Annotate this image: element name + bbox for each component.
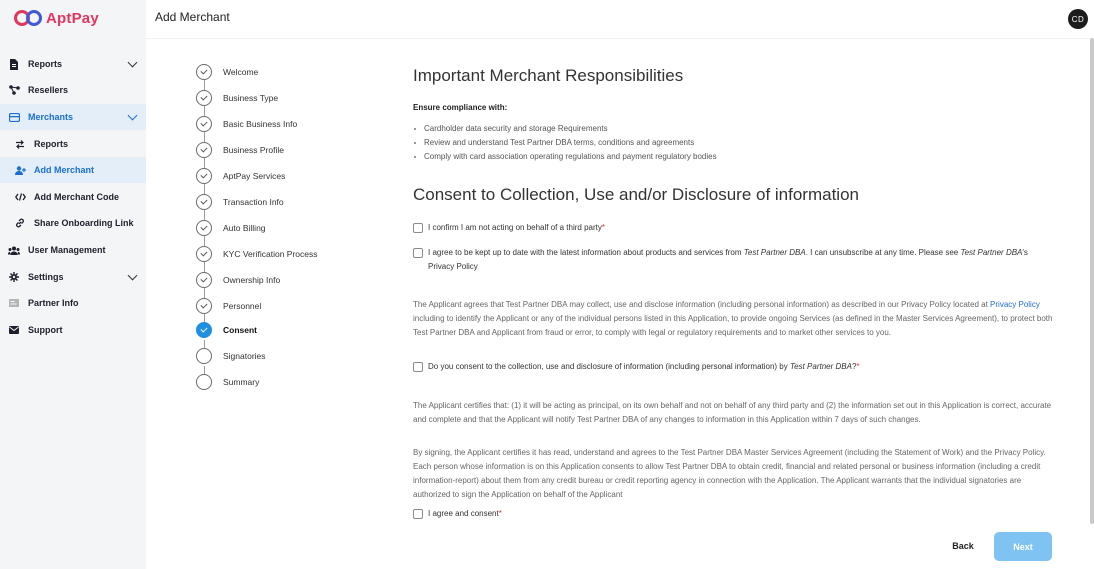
check-icon (200, 145, 207, 152)
step-status-icon (196, 246, 212, 262)
check-icon (200, 171, 207, 178)
step-connector (204, 288, 205, 298)
step-label: Summary (223, 377, 260, 387)
step-label: Business Type (223, 93, 279, 103)
responsibilities-title: Important Merchant Responsibilities (413, 66, 684, 85)
sidebar-item-label: Support (28, 325, 63, 335)
scrollbar[interactable] (1090, 38, 1094, 524)
add-user-icon (14, 164, 26, 176)
step-label: AptPay Services (223, 171, 286, 181)
chevron-down-icon[interactable] (128, 271, 138, 281)
step-label: Welcome (223, 67, 259, 77)
step-status-icon (196, 272, 212, 288)
sidebar-item-label: User Management (28, 245, 106, 255)
document-icon (8, 58, 20, 70)
step-status-icon (196, 64, 212, 80)
sidebar-item-merchants[interactable] (0, 104, 146, 130)
check-icon (200, 325, 207, 332)
step-status-icon (196, 116, 212, 132)
marketing-updates-row (413, 246, 1053, 274)
sidebar-item-label: Reports (28, 59, 63, 69)
checkbox-label: I confirm I am not acting on behalf of a third party* (428, 223, 605, 232)
step-connector (204, 158, 205, 168)
check-icon (200, 301, 207, 308)
step-kyc-verification[interactable] (196, 246, 317, 262)
check-icon (200, 119, 207, 126)
step-connector (204, 184, 205, 194)
step-status-icon (196, 90, 212, 106)
list-item: Cardholder data security and storage Requirements (424, 122, 717, 136)
chevron-down-icon[interactable] (128, 58, 138, 68)
certification-paragraph: The Applicant certifies that: (1) it will be acting as principal, on its own behalf and not on behalf of any third party and (2) the information set out in this Application is correct, accurate and complete and that the Applicant will notify Test Partner DBA of any changes to information in this Application within 7 days of such changes. (413, 401, 1052, 424)
step-transaction-info[interactable] (196, 194, 284, 210)
store-icon (8, 111, 20, 123)
step-connector (204, 210, 205, 220)
step-auto-billing[interactable] (196, 220, 266, 236)
sidebar-item-label: Add Merchant Code (34, 192, 120, 202)
step-aptpay-services[interactable] (196, 168, 285, 184)
check-icon (200, 197, 207, 204)
checkbox-label: I agree to be kept up to date with the latest information about products and services from Test Partner DBA. I can unsubscribe at any time. Please see Test Partner DBA's Privacy Policy (428, 248, 1028, 271)
step-connector (204, 106, 205, 116)
partner-info-icon (8, 297, 20, 309)
third-party-checkbox[interactable] (413, 223, 423, 233)
step-label: Business Profile (223, 145, 284, 155)
sidebar-item-label: Add Merchant (34, 165, 95, 175)
step-label: Ownership Info (223, 275, 281, 285)
sidebar-item-reports[interactable] (0, 51, 146, 77)
step-consent[interactable] (196, 322, 257, 338)
avatar[interactable]: CD (1068, 9, 1088, 29)
step-label: Signatories (223, 351, 266, 361)
sidebar-item-resellers[interactable] (0, 77, 146, 103)
chevron-down-icon[interactable] (128, 111, 138, 121)
list-item: Comply with card association operating regulations and payment regulatory bodies (424, 150, 717, 164)
step-status-icon (196, 168, 212, 184)
check-icon (200, 93, 207, 100)
sidebar-subitem-add-merchant[interactable] (0, 157, 146, 183)
step-summary[interactable] (196, 374, 259, 390)
step-label: Basic Business Info (223, 119, 298, 129)
step-status-icon (196, 142, 212, 158)
mail-icon (8, 324, 20, 336)
step-basic-business-info[interactable] (196, 116, 297, 132)
code-icon (14, 191, 26, 203)
step-connector (204, 262, 205, 272)
responsibilities-intro: Ensure compliance with: (413, 103, 508, 112)
users-icon (8, 244, 20, 256)
aptpay-logo[interactable] (14, 8, 99, 28)
gear-icon (8, 271, 20, 283)
sidebar (0, 0, 146, 569)
step-status-icon (196, 194, 212, 210)
step-business-profile[interactable] (196, 142, 284, 158)
responsibilities-list (424, 122, 717, 164)
step-label: KYC Verification Process (223, 249, 318, 259)
sidebar-item-label: Reports (34, 139, 69, 149)
disclosure-consent-row (413, 360, 860, 374)
agree-consent-checkbox[interactable] (413, 509, 423, 519)
link-icon (14, 217, 26, 229)
page-title: Add Merchant (155, 10, 230, 24)
step-connector (204, 236, 205, 246)
consent-title: Consent to Collection, Use and/or Disclosure of information (413, 185, 859, 204)
sidebar-subitem-reports[interactable] (0, 131, 146, 157)
step-connector (204, 132, 205, 142)
back-button[interactable]: Back (946, 539, 980, 553)
privacy-paragraph: The Applicant agrees that Test Partner DBA may collect, use and disclose information (including personal information) as described in our Privacy Policy located at Privacy Policy including to identify the Applicant or any of the individual persons listed in this Application, to provide ongoing Services (as defined in the Master Services Agreement), to protect both Test Partner DBA and Applicant from fraud or error, to comply with legal or regulatory requirements and to market other services to you. (413, 300, 1053, 337)
step-label: Consent (223, 325, 257, 335)
sidebar-item-label: Resellers (28, 85, 69, 95)
check-icon (200, 249, 207, 256)
third-party-confirm-row (413, 221, 605, 235)
step-connector (204, 80, 205, 90)
sidebar-item-label: Merchants (28, 112, 74, 122)
step-status-icon (196, 220, 212, 236)
sidebar-item-label: Settings (28, 272, 64, 282)
check-icon (200, 223, 207, 230)
step-status-icon (196, 322, 212, 338)
checkbox-label: I agree and consent* (428, 509, 502, 518)
sidebar-item-label: Partner Info (28, 298, 79, 308)
sidebar-item-label: Share Onboarding Link (34, 218, 134, 228)
sidebar-item-partner-info[interactable] (0, 290, 146, 316)
step-signatories[interactable] (196, 348, 266, 364)
step-label: Personnel (223, 301, 262, 311)
required-mark: * (856, 362, 860, 371)
agree-consent-row (413, 507, 502, 521)
check-icon (200, 275, 207, 282)
step-ownership-info[interactable] (196, 272, 280, 288)
step-business-type[interactable] (196, 90, 278, 106)
sidebar-subitem-share-onboarding-link[interactable] (0, 210, 146, 236)
step-status-icon (196, 298, 212, 314)
check-icon (200, 67, 207, 74)
checkbox-label: Do you consent to the collection, use and disclosure of information (including personal information) by Test Partner DBA?* (428, 362, 860, 371)
transfer-icon (14, 138, 26, 150)
step-welcome[interactable] (196, 64, 258, 80)
disclosure-consent-checkbox[interactable] (413, 362, 423, 372)
step-label: Transaction Info (223, 197, 284, 207)
logo-mark-icon (14, 9, 44, 27)
next-button[interactable]: Next (994, 532, 1052, 561)
required-mark: * (601, 223, 605, 232)
required-mark: * (498, 509, 502, 518)
sidebar-subitem-add-merchant-code[interactable] (0, 184, 146, 210)
privacy-policy-link[interactable]: Privacy Policy (990, 300, 1040, 309)
sidebar-item-support[interactable] (0, 317, 146, 343)
step-label: Auto Billing (223, 223, 266, 233)
network-icon (8, 84, 20, 96)
step-status-icon (196, 374, 212, 390)
marketing-updates-checkbox[interactable] (413, 248, 423, 258)
sidebar-item-settings[interactable] (0, 264, 146, 290)
step-personnel[interactable] (196, 298, 261, 314)
list-item: Review and understand Test Partner DBA terms, conditions and agreements (424, 136, 717, 150)
logo-text: AptPay (46, 9, 99, 27)
signing-paragraph: By signing, the Applicant certifies it has read, understand and agrees to the Test Partner DBA Master Services Agreement (including the Statement of Work) and the Privacy Policy. Each person whose information is on this Application consents to allow Test Partner DBA to obtain credit, financial and related personal or business information (including a credit information-report) about them from any credit bureau or credit reporting agency in connection with the Application. The Applicant warrants that the individual signatories are authorized to sign the Application on behalf of the Applicant (413, 448, 1046, 499)
step-status-icon (196, 348, 212, 364)
header-divider (146, 38, 1090, 39)
sidebar-item-user-management[interactable] (0, 237, 146, 263)
